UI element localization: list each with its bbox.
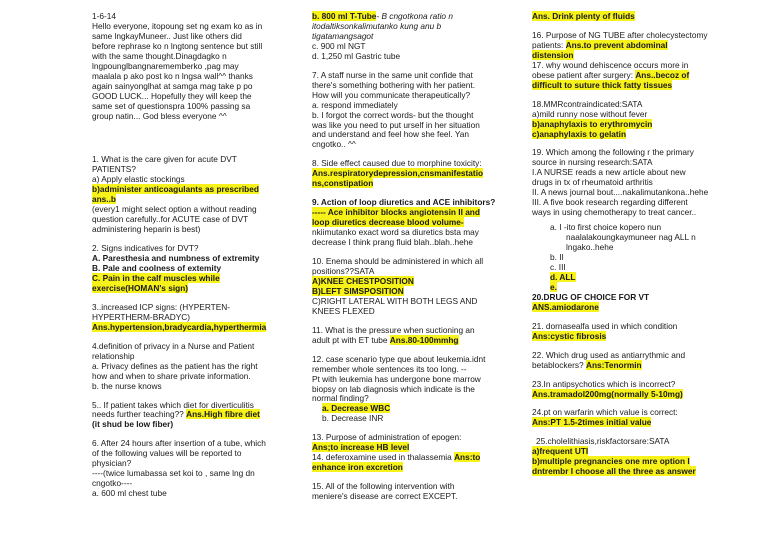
question-18: 18.MMRcontraindicated:SATA a)mild runny nose without fever b)anaphylaxis to erythromycin c)anaphylaxis to gelatin <box>532 98 653 139</box>
answer-highlight: dntrembr I choose all the three as answer <box>532 466 696 477</box>
question-15: 15. All of the following intervention with meniere's disease are correct EXCEPT. <box>312 481 458 502</box>
answer-highlight: Ans.respiratorydepression,cnsmanifestatio <box>312 168 484 179</box>
question-20: 20.DRUG OF CHOICE FOR VT ANS.amiodarone <box>532 291 650 312</box>
answer-highlight: Ans.tramadol200mg(normally 5-10mg) <box>532 388 683 399</box>
answer-highlight: Ans.to prevent abdominal <box>565 39 668 50</box>
answer-highlight: Ans;to increase HB level <box>312 442 410 453</box>
answer-highlight: e. <box>550 281 557 292</box>
answer-highlight: b)administer anticoagulants as prescribed <box>92 184 259 195</box>
question-14: 14. deferoxamine used in thalassemia Ans:to enhance iron excretion <box>312 452 481 473</box>
answer-highlight: Ans:PT 1.5-2times initial value <box>532 417 652 428</box>
answer-highlight: ----- Ace inhibitor blocks angiotensin II and <box>312 207 480 218</box>
question-22: 22. Which drug used as antiarrythmic and betablockers? Ans:Tenormin <box>532 349 686 370</box>
question-2: 2. Signs indicatives for DVT? A. Paresthesia and numbness of extremity B. Pale and coolness of extemity C. Pain in the calf muscles while exercise(HOMAN's sign) <box>92 243 260 293</box>
answer-highlight: b)multiple pregnancies one mre option I <box>532 456 690 467</box>
question-16: 16. Purpose of NG TUBE after cholecystectomy patients: Ans.to prevent abdominal distension <box>532 29 708 60</box>
question-6-continued: b. 800 ml T-Tube- B cngotkona ratio n itodaltiksonkalimutanko kung anu b tigatamangsagot c. 900 ml NGT d. 1,250 ml Gastric tube <box>312 11 453 61</box>
question-13: 13. Purpose of administration of epogen: Ans;to increase HB level <box>312 432 462 453</box>
question-24: 24.pt on warfarin which value is correct: Ans:PT 1.5-2times initial value <box>532 407 678 428</box>
answer-highlight: A)KNEE CHESTPOSITION <box>312 275 414 286</box>
intro-paragraph: Hello everyone, itopoung set ng exam ko as in same lngkayMuneer.. Just like others did before rephrase ko n lngtong sentence but still with the same thought.Dinagdagko n lngpounglbangnarememberko ,pag may maalala p ako post ko n lngsa wall^^ thanks again sainyonglhat at samga mag take p po GOOD LUCK... Hopefully they will keep the same set of questionspra 100% passing sa group natin... God bless everyone ^^ <box>92 20 263 121</box>
answer-highlight: enhance iron excretion <box>312 462 403 473</box>
answer-highlight: Ans.80-100mmhg <box>389 334 459 345</box>
question-1: 1. What is the care given for acute DVT PATIENTS? a) Apply elastic stockings b)administer anticoagulants as prescribed ans..b (every1 might select option a without reading question carefully..for ACUTE case of DVT administering heparin is best) <box>92 154 259 235</box>
answer-highlight: Ans.hypertension,bradycardia,hyperthermia <box>92 321 267 332</box>
question-23: 23.In antipsychotics which is incorrect? Ans.tramadol200mg(normally 5-10mg) <box>532 378 683 399</box>
date: 1-6-14 <box>92 11 116 21</box>
question-6: 6. After 24 hours after insertion of a tube, which of the following values will be reported to physician? ----(twice lumabassa set koi to , same lng dn cngotko---- a. 600 ml chest tube <box>92 438 266 499</box>
column-1 <box>92 12 324 499</box>
answer-highlight: Ans:cystic fibrosis <box>532 330 607 341</box>
column-2 <box>312 12 544 502</box>
answer-highlight: ans..b <box>92 194 116 205</box>
answer-highlight: distension <box>532 49 574 60</box>
answer-highlight: Ans.High fibre diet <box>186 409 260 420</box>
question-7: 7. A staff nurse in the same unit confide that there's something bothering with her patient. How will you communicate therapeutically? a. respond immediately b. I forgot the correct words- but the thought was like you need to put urself in her situation and understand and feel how she feel. Yan cngotko.. ^^ <box>312 69 480 150</box>
answer-highlight: Ans:Tenormin <box>585 359 642 370</box>
answer-highlight: difficult to suture thick fatty tissues <box>532 79 673 90</box>
question-25: 25.cholelithiasis,riskfactorsare:SATA a)frequent UTI b)multiple pregnancies one mre option I dntrembr I choose all the three as answer <box>532 436 696 477</box>
question-3: 3..increased ICP signs: (HYPERTEN- HYPERTHERM-BRADYC) Ans.hypertension,bradycardia,hyperthermia <box>92 301 267 332</box>
question-21: 21. dornasealfa used in which condition Ans:cystic fibrosis <box>532 320 678 341</box>
question-10: 10. Enema should be administered in which all positions??SATA A)KNEE CHESTPOSITION B)LEFT SIMSPOSITION C)RIGHT LATERAL WITH BOTH LEGS AND KNEES FLEXED <box>312 256 484 316</box>
question-9: 9. Action of loop diuretics and ACE inhibitors? ----- Ace inhibitor blocks angiotensin II and loop diuretics decrease blood volume- nkiimutanko exact word sa diuretics bsta may decrease I think prang fluid blah..blah..hehe <box>312 197 496 248</box>
answer-highlight: a. Decrease WBC <box>322 403 391 414</box>
question-8: 8. Side effect caused due to morphine toxicity: Ans.respiratorydepression,cnsmanifestatio ns,constipation <box>312 158 484 189</box>
answer-highlight: a)frequent UTI <box>532 446 589 457</box>
answer-highlight: loop diuretics decrease blood volume- <box>312 217 464 228</box>
question-5: 5.. If patient takes which diet for diverticulitis needs further teaching?? Ans.High fibre diet (it shud be low fiber) <box>92 399 260 430</box>
answer-highlight: Ans:to <box>454 452 481 463</box>
question-4: 4.definition of privacy in a Nurse and Patient relationship a. Privacy defines as the patient has the right how and when to share private information. b. the nurse knows <box>92 340 258 391</box>
answer-highlight: b)anaphylaxis to erythromycin <box>532 118 653 129</box>
answer-highlight: d. ALL <box>550 271 576 282</box>
answer-highlight: Ans..becoz of <box>635 69 690 80</box>
question-11: 11. What is the pressure when suctioning an adult pt with ET tube Ans.80-100mmhg <box>312 324 475 345</box>
answer-highlight: ANS.amiodarone <box>532 301 599 312</box>
answer-highlight: B)LEFT SIMSPOSITION <box>312 285 404 296</box>
answer-highlight: b. 800 ml T-Tube <box>312 11 377 21</box>
question-17: 17. why wound dehiscence occurs more in obese patient after surgery: Ans..becoz of difficult to suture thick fatty tissues <box>532 59 690 90</box>
answer-highlight: ns,constipation <box>312 178 374 189</box>
answer-highlight: c)anaphylaxis to gelatin <box>532 128 627 139</box>
answer-highlight: Ans. Drink plenty of fluids <box>532 11 635 21</box>
column-3 <box>532 12 764 477</box>
question-12: 12. case scenario type que about leukemia.idnt remember whole sentences its too long. -- Pt with leukemia has undergone bone marrow biopsy on lab diagnosis which indicate is the normal finding? a. Decrease WBC b. Decrease INR <box>312 353 486 424</box>
answer-highlight: exercise(HOMAN's sign) <box>92 282 189 293</box>
question-19: 19. Which among the following r the primary source in nursing research:SATA I.A NURSE reads a new article about new drugs in tx of rheumatoid arthritis II. A news journal bout....nakalimutankona..hehe III. A five book research regarding different ways in using chemotherapy to treat cancer.. a. I -ito first choice kopero nun naalalakoungkaymuneer nag ALL n lngako..hehe b. II c. III d. ALL e. <box>532 147 709 292</box>
answer-highlight: C. Pain in the calf muscles while <box>92 272 220 283</box>
